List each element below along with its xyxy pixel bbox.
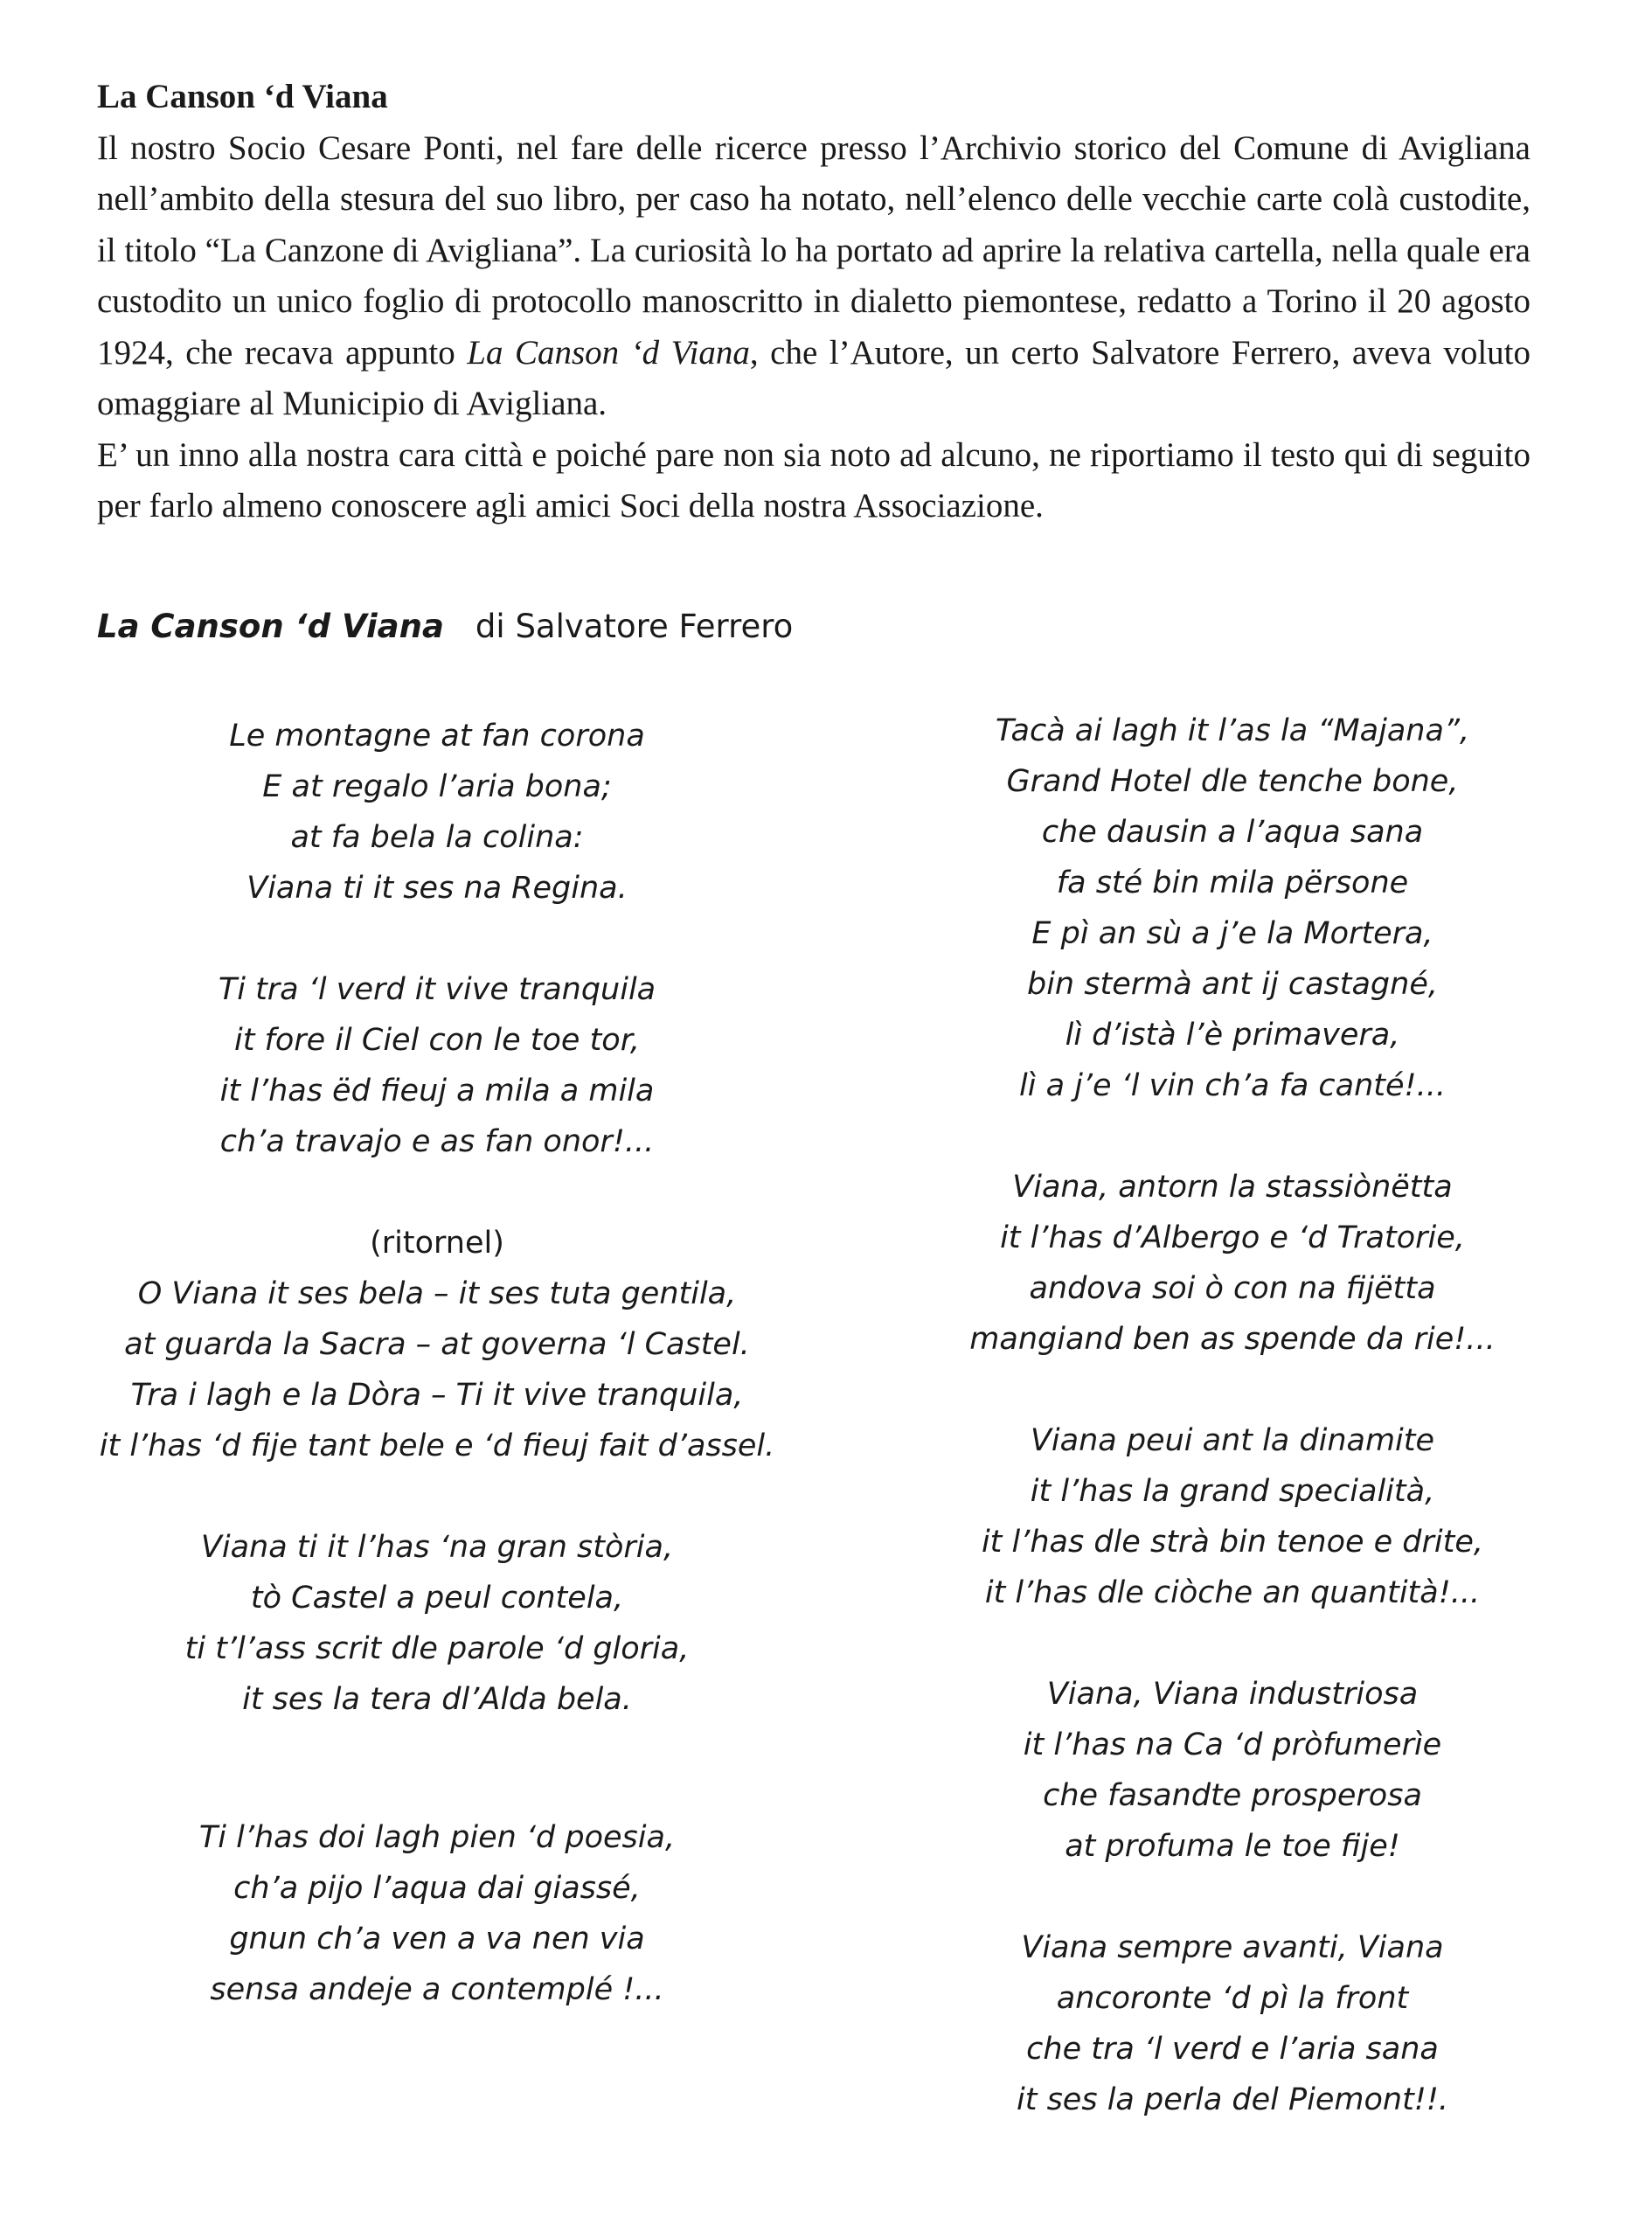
verse-line: it l’has ëd fieuj a mila a mila — [219, 1074, 655, 1109]
verse-line: ti t’l’ass scrit dle parole ‘d gloria, — [184, 1631, 690, 1666]
verse-line: bin stermà ant ij castagné, — [1026, 967, 1438, 1002]
verse-line: O Viana it ses bela – it ses tuta gentila, — [137, 1276, 737, 1311]
verse-line: mangiand ben as spende da rie!... — [969, 1322, 1496, 1357]
verse-line: it l’has la grand specialità, — [1030, 1474, 1435, 1509]
intro-paragraph-1 — [97, 123, 1531, 430]
verse-line: Viana peui ant la dinamite — [1030, 1423, 1435, 1458]
verse-line: it l’has dle strà bin tenoe e drite, — [981, 1525, 1484, 1560]
verse-line: Le montagne at fan corona — [229, 719, 645, 754]
refrain — [52, 1218, 822, 1471]
verse-line: tò Castel a peul contela, — [250, 1581, 624, 1616]
poem-author: di Salvatore Ferrero — [475, 608, 794, 645]
verse-line: Tacà ai lagh it l’as la “Majana”, — [995, 713, 1470, 748]
verse-line: E pì an sù a j’e la Mortera, — [1031, 916, 1433, 951]
poem-heading — [97, 608, 793, 645]
intro-title: La Canson ‘d Viana — [97, 78, 388, 115]
verse-line: andova soi ò con na fijëtta — [1029, 1271, 1436, 1306]
verse-line: it ses la tera dl’Alda bela. — [242, 1682, 632, 1717]
verse-line: Viana, antorn la stassiònëtta — [1012, 1170, 1453, 1205]
verse-line: at guarda la Sacra – at governa ‘l Castel. — [124, 1327, 750, 1362]
stanza — [892, 1922, 1573, 2125]
verse-line: it l’has ‘d fije tant bele e ‘d fieuj fait d’assel. — [99, 1428, 775, 1463]
verse-line: Viana sempre avanti, Viana — [1021, 1930, 1444, 1965]
intro-paragraph-1-text: Il nostro Socio Cesare Ponti, nel fare delle ricerce presso l’Archivio storico del Comune di Avigliana nell’ambito della stesura del suo libro, per caso ha notato, nell’elenco delle vecchie carte colà custodite, il titolo “La Canzone di Avigliana”. La curiosità lo ha portato ad aprire la relativa cartella, nella quale era custodito un unico foglio di protocollo manoscritto in dialetto piemontese, redatto a Torino il 20 agosto 1924, che recava appunto — [97, 129, 1531, 372]
verse-line: it l’has na Ca ‘d pròfumerìe — [1023, 1727, 1442, 1762]
verse-line: Tra i lagh e la Dòra – Ti it vive tranquila, — [130, 1378, 744, 1413]
intro-paragraph-2: E’ un inno alla nostra cara città e poiché pare non sia noto ad alcuno, ne riportiamo il testo qui di seguito per farlo almeno conoscere agli amici Soci della nostra Associazione. — [97, 435, 1531, 525]
verse-line: lì d’istà l’è primavera, — [1065, 1018, 1400, 1053]
verse-line: it l’has dle ciòche an quantità!... — [984, 1575, 1481, 1610]
verse-line: che tra ‘l verd e l’aria sana — [1026, 2032, 1439, 2067]
verse-line: Viana ti it ses na Regina. — [246, 871, 628, 906]
verse-line: Viana ti it l’has ‘na gran stòria, — [200, 1530, 674, 1565]
verse-line: fa sté bin mila përsone — [1056, 865, 1409, 900]
poem-left-column — [52, 711, 822, 2066]
intro-section — [97, 72, 1531, 532]
verse-line: Viana, Viana industriosa — [1046, 1677, 1419, 1712]
stanza — [52, 711, 822, 914]
intro-paragraph-1-end: , che l’Autore, un certo Salvatore Ferrero, aveva voluto omaggiare al Municipio di Avigliana. — [97, 333, 1531, 422]
verse-line: Ti tra ‘l verd it vive tranquila — [218, 972, 656, 1007]
verse-line: at profuma le toe fije! — [1065, 1829, 1400, 1864]
verse-line: it l’has d’Albergo e ‘d Tratorie, — [1000, 1220, 1465, 1255]
verse-line: E at regalo l’aria bona; — [262, 769, 612, 804]
intro-poem-title-reference: La Canson ‘d Viana — [467, 333, 750, 372]
stanza — [52, 964, 822, 1167]
refrain-label: (ritornel) — [370, 1226, 504, 1261]
verse-line: ch’a travajo e as fan onor!... — [219, 1124, 655, 1159]
verse-line: lì a j’e ‘l vin ch’a fa canté!... — [1019, 1068, 1446, 1103]
poem-right-column — [892, 705, 1573, 2176]
stanza — [892, 705, 1573, 1111]
verse-line: ch’a pijo l’aqua dai giassé, — [233, 1871, 641, 1906]
stanza — [52, 1812, 822, 2015]
verse-line: Ti l’has doi lagh pien ‘d poesia, — [198, 1820, 676, 1855]
stanza — [892, 1162, 1573, 1365]
verse-line: sensa andeje a contemplé !... — [210, 1972, 664, 2007]
verse-line: it fore il Ciel con le toe tor, — [233, 1023, 641, 1058]
stanza — [892, 1415, 1573, 1618]
verse-line: at fa bela la colina: — [290, 820, 584, 855]
verse-line: che dausin a l’aqua sana — [1041, 815, 1424, 850]
verse-line: che fasandte prosperosa — [1043, 1778, 1422, 1813]
verse-line: gnun ch’a ven a va nen via — [229, 1922, 645, 1957]
verse-line: Grand Hotel dle tenche bone, — [1006, 764, 1459, 799]
verse-line: it ses la perla del Piemont!!. — [1017, 2082, 1448, 2117]
poem-title: La Canson ‘d Viana — [97, 608, 444, 645]
stanza — [52, 1522, 822, 1725]
verse-line: ancoronte ‘d pì la front — [1056, 1981, 1409, 2016]
stanza — [892, 1669, 1573, 1872]
